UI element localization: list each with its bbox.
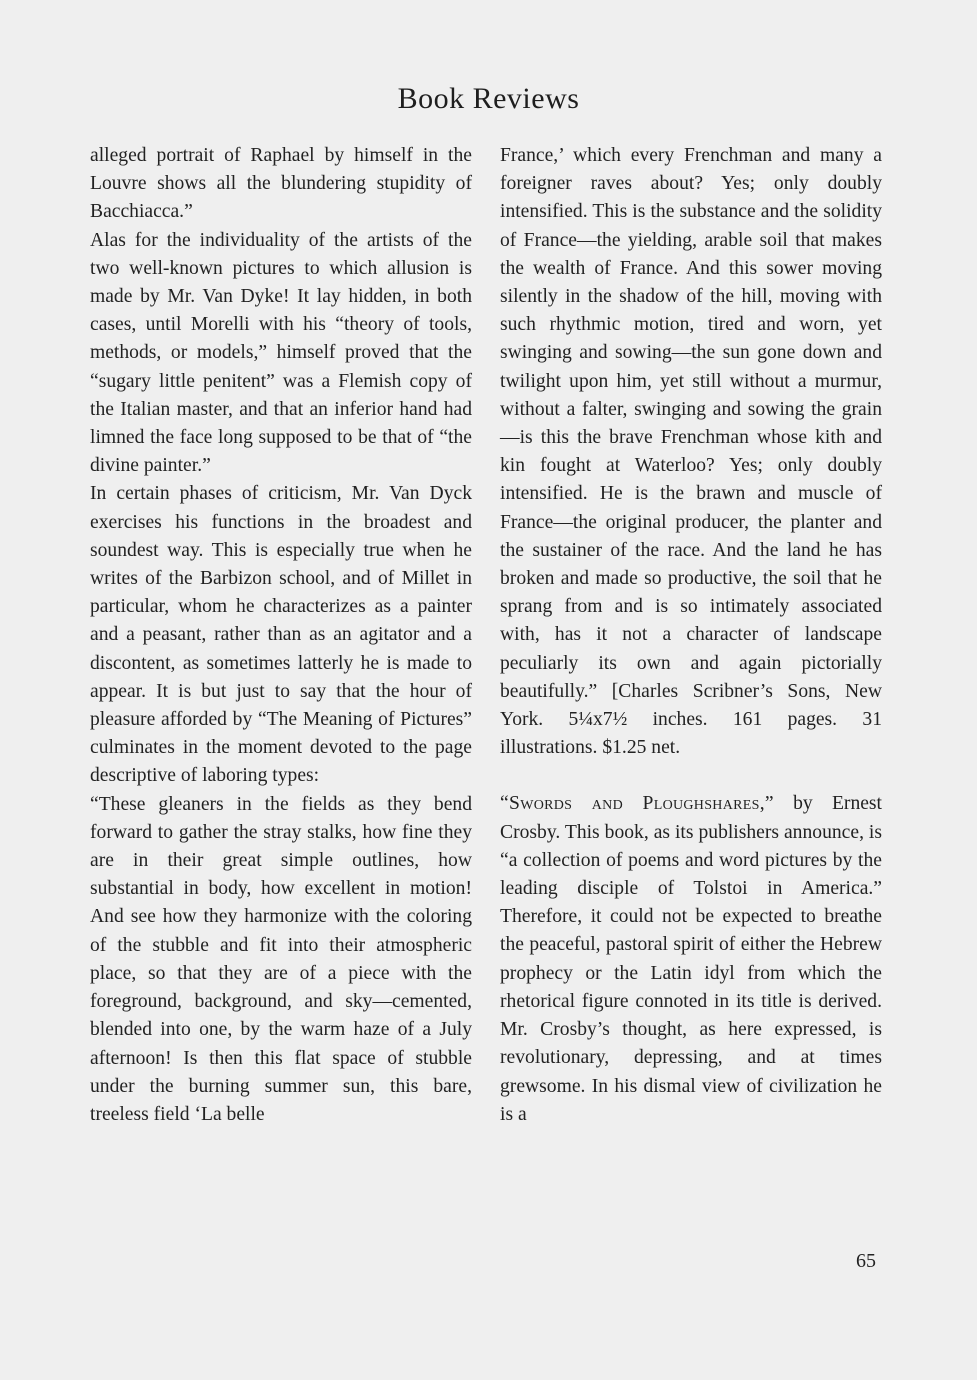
left-paragraph-3: In certain phases of criticism, Mr. Van Dyck exercises his functions in the broadest and soundest way. This is especially true when he writes of the Barbizon school, and of Millet in particular, whom he characterizes as a painter and a peasant, rather than as an agitator and a discontent, as sometimes latterly he is made to appear. It is but just to say that the hour of pleasure afforded by “The Meaning of Pictures” culminates in the moment devoted to the page descriptive of laboring types:	[90, 483, 472, 787]
left-column	[90, 142, 472, 1129]
right-paragraph-2	[500, 790, 882, 1128]
review-title: “Swords and Ploughshares,”	[500, 793, 774, 815]
left-paragraph-2: Alas for the individuality of the artists of the two well-known pictures to which allusion is made by Mr. Van Dyke! It lay hidden, in both cases, until Morelli with his “theory of tools, methods, or models,” himself proved that the “sugary little penitent” was a Flemish copy of the Italian master, and that an inferior hand had limned the face long supposed to be that of “the divine painter.”	[90, 229, 472, 477]
left-paragraph-4: “These gleaners in the fields as they bend forward to gather the stray stalks, how fine they are in their great simple outlines, how substantial in body, how excellent in motion! And see how they harmonize with the coloring of the stubble and fit into their atmospheric place, so that they are of a piece with the foreground, background, and sky—cemented, blended into one, by the warm haze of a July afternoon! Is then this flat space of stubble under the burning summer sun, this bare, treeless field ‘La belle	[90, 793, 472, 1125]
left-paragraph-1: alleged portrait of Raphael by himself in the Louvre shows all the blundering stupidity of Bacchiacca.”	[90, 145, 472, 223]
paragraph-gap	[500, 762, 882, 790]
right-paragraph-1: France,’ which every Frenchman and many a foreigner raves about? Yes; only doubly intensified. This is the substance and the solidity of France—the yielding, arable soil that makes the wealth of France. And this sower moving silently in the shadow of the hill, moving with such rhythmic motion, tired and worn, yet swinging and sowing—the sun gone down and twilight upon him, yet still without a murmur, without a falter, swinging and sowing the grain—is this the brave Frenchman whose kith and kin fought at Waterloo? Yes; only doubly intensified. He is the brawn and muscle of France—the original producer, the planter and the sustainer of the race. And the land he has broken and made so productive, the soil that he sprang from and is so intimately associated with, has it not a character of landscape peculiarly its own and again pictorially beautifully.” [Charles Scribner’s Sons, New York. 5¼x7½ inches. 161 pages. 31 illustrations. $1.25 net.	[500, 145, 882, 759]
right-column	[500, 142, 882, 1129]
review-text: by Ernest Crosby. This book, as its publishers announce, is “a collection of poems and word pictures by the leading disciple of Tolstoi in America.” Therefore, it could not be expected to breathe the peaceful, pastoral spirit of either the Hebrew prophecy or the Latin idyl from which the rhetorical figure connoted in its title is derived. Mr. Crosby’s thought, as here expressed, is revolutionary, depressing, and at times grewsome. In his dismal view of civilization he is a	[500, 793, 883, 1125]
page-title: Book Reviews	[397, 82, 580, 115]
page-number: 65	[856, 1250, 876, 1272]
